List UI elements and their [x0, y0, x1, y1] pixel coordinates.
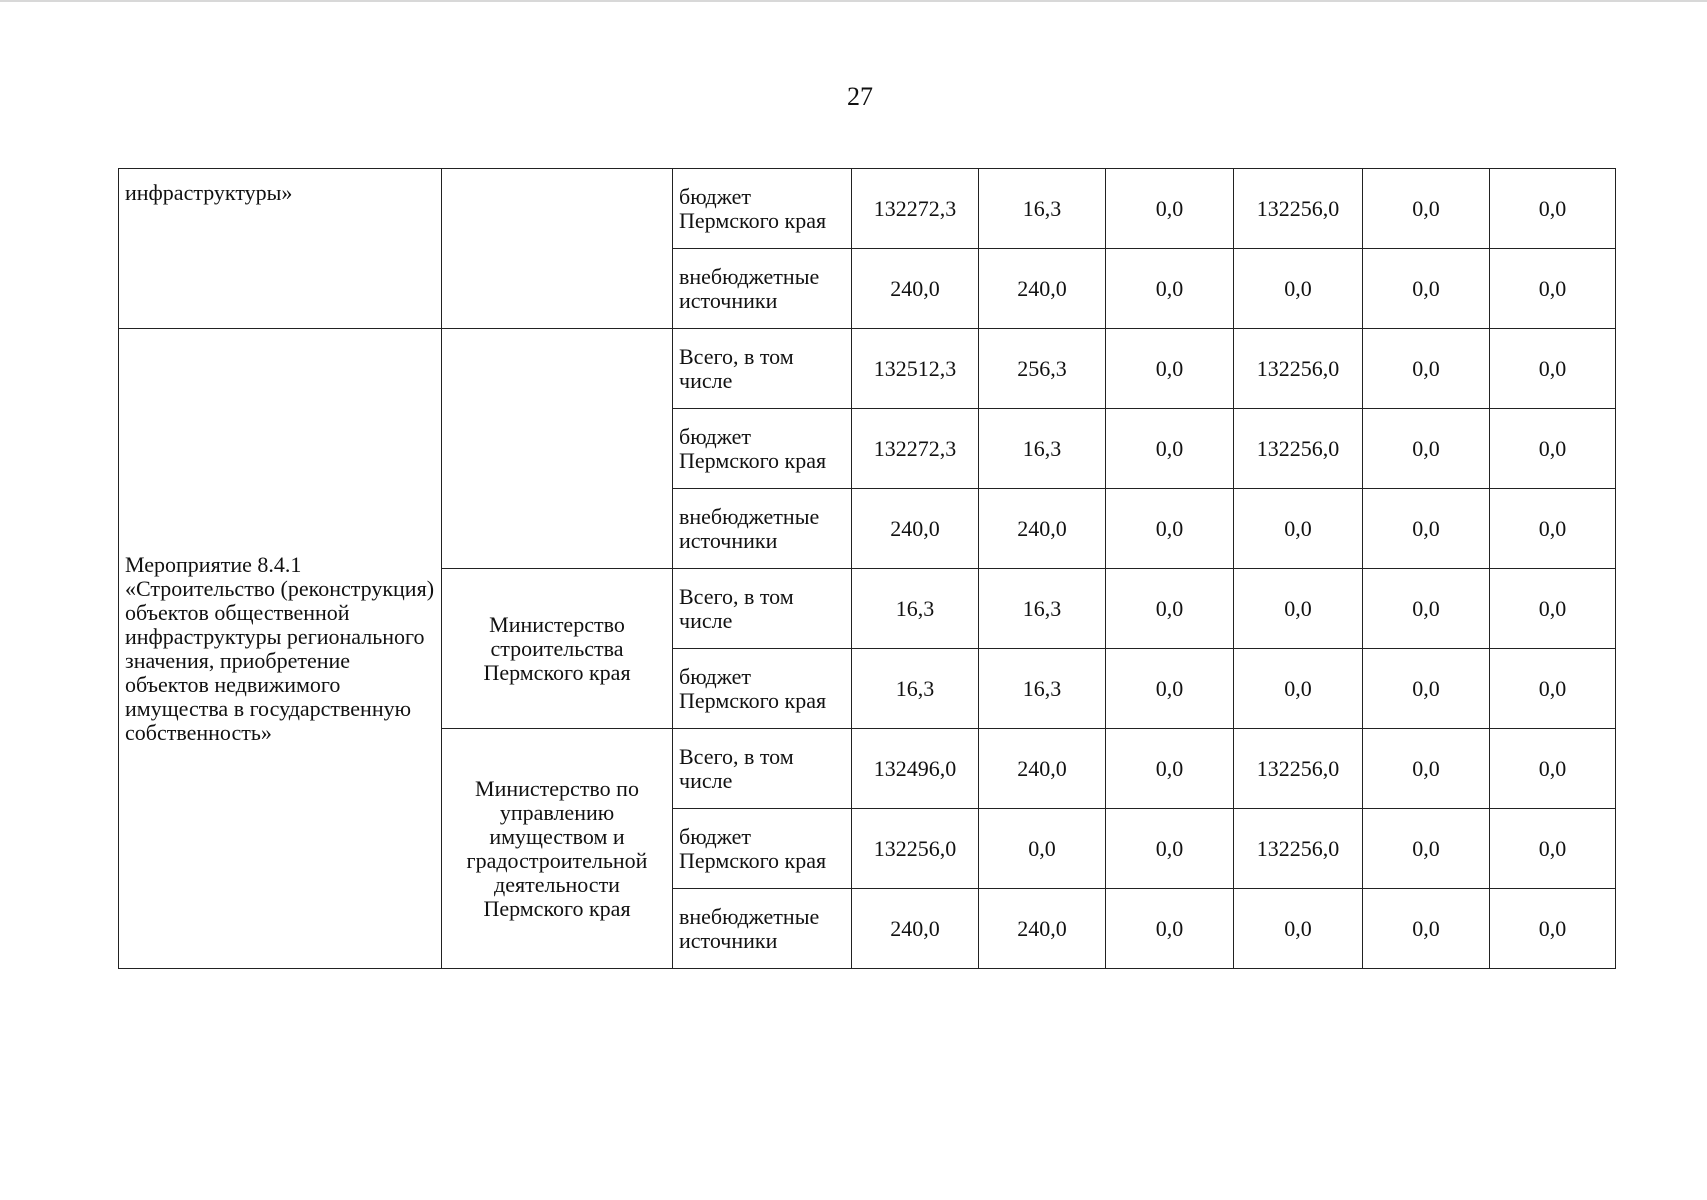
value-cell: 0,0 — [1363, 889, 1490, 969]
table-row — [119, 329, 1616, 409]
source-cell: внебюджетные источники — [673, 489, 852, 569]
value-cell: 132272,3 — [852, 169, 979, 249]
activity-cell: инфраструктуры» — [119, 169, 442, 329]
value-cell: 132256,0 — [1234, 169, 1363, 249]
value-cell: 0,0 — [1234, 569, 1363, 649]
value-cell: 0,0 — [1234, 889, 1363, 969]
value-cell: 132256,0 — [1234, 729, 1363, 809]
source-cell: Всего, в том числе — [673, 329, 852, 409]
value-cell: 0,0 — [1363, 169, 1490, 249]
value-cell: 0,0 — [1106, 569, 1234, 649]
value-cell: 0,0 — [1106, 409, 1234, 489]
value-cell: 240,0 — [979, 249, 1106, 329]
value-cell: 240,0 — [979, 729, 1106, 809]
value-cell: 0,0 — [1490, 489, 1616, 569]
budget-table — [118, 168, 1616, 969]
value-cell: 16,3 — [979, 169, 1106, 249]
value-cell: 0,0 — [1234, 649, 1363, 729]
value-cell: 240,0 — [852, 489, 979, 569]
value-cell: 0,0 — [1106, 649, 1234, 729]
value-cell: 0,0 — [1234, 249, 1363, 329]
value-cell: 0,0 — [1490, 329, 1616, 409]
value-cell: 0,0 — [1106, 729, 1234, 809]
value-cell: 0,0 — [1234, 489, 1363, 569]
value-cell: 132256,0 — [852, 809, 979, 889]
source-cell: бюджет Пермского края — [673, 169, 852, 249]
value-cell: 16,3 — [979, 569, 1106, 649]
source-cell: бюджет Пермского края — [673, 809, 852, 889]
value-cell: 240,0 — [852, 889, 979, 969]
value-cell: 240,0 — [979, 889, 1106, 969]
value-cell: 132512,3 — [852, 329, 979, 409]
value-cell: 0,0 — [1363, 329, 1490, 409]
source-cell: бюджет Пермского края — [673, 649, 852, 729]
executor-cell: Министерство по управлению имуществом и градостроительной деятельности Пермского края — [442, 729, 673, 969]
value-cell: 132496,0 — [852, 729, 979, 809]
value-cell: 0,0 — [1106, 329, 1234, 409]
value-cell: 132272,3 — [852, 409, 979, 489]
value-cell: 0,0 — [1106, 889, 1234, 969]
value-cell: 0,0 — [1363, 809, 1490, 889]
value-cell: 0,0 — [1363, 409, 1490, 489]
source-cell: Всего, в том числе — [673, 729, 852, 809]
value-cell: 0,0 — [979, 809, 1106, 889]
scan-edge — [0, 0, 1707, 2]
value-cell: 0,0 — [1106, 489, 1234, 569]
executor-cell — [442, 329, 673, 569]
executor-cell — [442, 169, 673, 329]
source-cell: внебюджетные источники — [673, 889, 852, 969]
value-cell: 0,0 — [1363, 569, 1490, 649]
value-cell: 0,0 — [1106, 169, 1234, 249]
value-cell: 132256,0 — [1234, 809, 1363, 889]
value-cell: 16,3 — [852, 569, 979, 649]
value-cell: 0,0 — [1363, 489, 1490, 569]
value-cell: 0,0 — [1106, 249, 1234, 329]
page-number: 27 — [847, 82, 873, 111]
value-cell: 0,0 — [1363, 649, 1490, 729]
value-cell: 240,0 — [852, 249, 979, 329]
executor-cell: Министерство строительства Пермского края — [442, 569, 673, 729]
value-cell: 0,0 — [1490, 889, 1616, 969]
value-cell: 256,3 — [979, 329, 1106, 409]
value-cell: 0,0 — [1490, 249, 1616, 329]
value-cell: 0,0 — [1106, 809, 1234, 889]
value-cell: 16,3 — [979, 649, 1106, 729]
value-cell: 0,0 — [1490, 809, 1616, 889]
value-cell: 16,3 — [979, 409, 1106, 489]
value-cell: 16,3 — [852, 649, 979, 729]
source-cell: Всего, в том числе — [673, 569, 852, 649]
value-cell: 0,0 — [1363, 249, 1490, 329]
source-cell: бюджет Пермского края — [673, 409, 852, 489]
activity-cell: Мероприятие 8.4.1 «Строительство (реконструкция) объектов общественной инфраструктуры регионального значения, приобретение объектов недвижимого имущества в государственную собственность» — [119, 329, 442, 969]
source-cell: внебюджетные источники — [673, 249, 852, 329]
value-cell: 0,0 — [1490, 409, 1616, 489]
value-cell: 132256,0 — [1234, 329, 1363, 409]
table-row — [119, 169, 1616, 249]
value-cell: 132256,0 — [1234, 409, 1363, 489]
value-cell: 0,0 — [1363, 729, 1490, 809]
value-cell: 0,0 — [1490, 729, 1616, 809]
value-cell: 240,0 — [979, 489, 1106, 569]
value-cell: 0,0 — [1490, 649, 1616, 729]
value-cell: 0,0 — [1490, 569, 1616, 649]
value-cell: 0,0 — [1490, 169, 1616, 249]
